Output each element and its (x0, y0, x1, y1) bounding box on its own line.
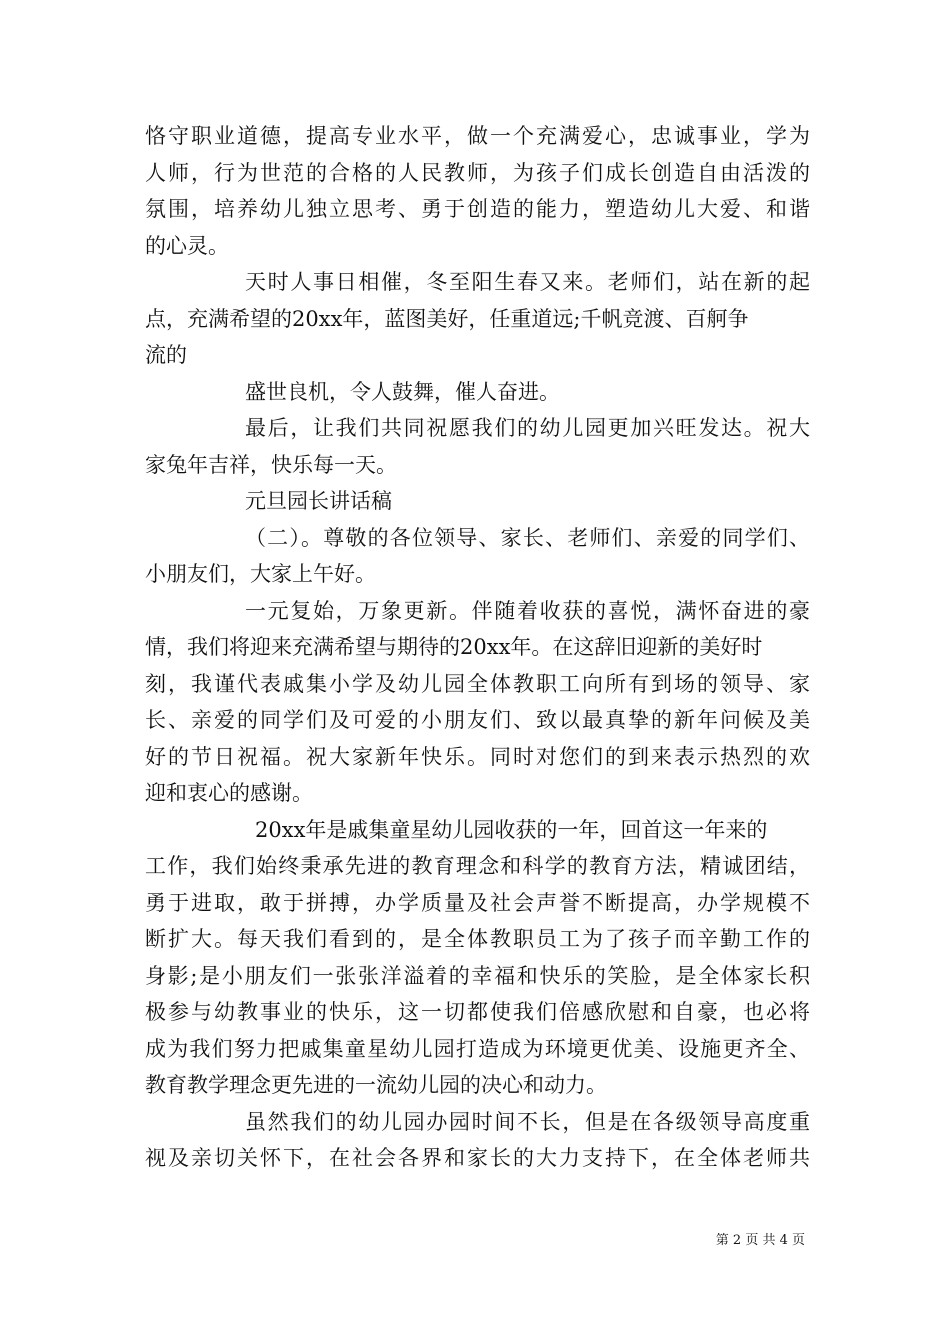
text-line: 最后，让我们共同祝愿我们的幼儿园更加兴旺发达。祝大 (245, 416, 810, 440)
text-line: 点，充满希望的20xx年，蓝图美好，任重道远;千帆竞渡、百舸争 (145, 306, 749, 331)
text-line: 情，我们将迎来充满希望与期待的20xx年。在这辞旧迎新的美好时 (145, 635, 763, 659)
document-body (145, 118, 810, 1177)
text-line: 成为我们努力把戚集童星幼儿园打造成为环境更优美、设施更齐全、 (145, 1036, 810, 1061)
text-line: 工作，我们始终秉承先进的教育理念和科学的教育方法，精诚团结， (145, 854, 810, 878)
text-line: 勇于进取，敢于拼搏，办学质量及社会声誉不断提高，办学规模不 (145, 890, 810, 915)
text-line: 迎和衷心的感谢。 (145, 781, 313, 805)
text-line: 天时人事日相催，冬至阳生春又来。老师们，站在新的起 (245, 270, 810, 294)
text-line: 身影;是小朋友们一张张洋溢着的幸福和快乐的笑脸，是全体家长积 (145, 963, 810, 988)
page-number: 第 2 页 共 4 页 (715, 1233, 805, 1248)
text-line: 断扩大。每天我们看到的，是全体教职员工为了孩子而辛勤工作的 (145, 927, 810, 951)
text-line: 好的节日祝福。祝大家新年快乐。同时对您们的到来表示热烈的欢 (145, 744, 810, 769)
text-line: 一元复始，万象更新。伴随着收获的喜悦，满怀奋进的豪 (245, 598, 810, 623)
text-line: 教育教学理念更先进的一流幼儿园的决心和动力。 (145, 1073, 607, 1097)
text-line: 人师，行为世范的合格的人民教师，为孩子们成长创造自由活泼的 (145, 160, 810, 185)
text-line: 元旦园长讲话稿 (245, 489, 392, 513)
text-line: 虽然我们的幼儿园办园时间不长，但是在各级领导高度重 (245, 1109, 810, 1134)
text-line: 的心灵。 (145, 233, 229, 258)
text-line: 家兔年吉祥，快乐每一天。 (145, 452, 397, 477)
text-line: 极参与幼教事业的快乐，这一切都使我们倍感欣慰和自豪，也必将 (145, 1000, 810, 1024)
text-line: 盛世良机，令人鼓舞，催人奋进。 (245, 379, 560, 404)
text-line: 恪守职业道德，提高专业水平，做一个充满爱心，忠诚事业，学为 (145, 124, 810, 148)
text-line: 视及亲切关怀下，在社会各界和家长的大力支持下，在全体老师共 (145, 1146, 810, 1170)
text-line: 氛围，培养幼儿独立思考、勇于创造的能力，塑造幼儿大爱、和谐 (145, 197, 810, 221)
text-line: 长、亲爱的同学们及可爱的小朋友们、致以最真挚的新年问候及美 (145, 708, 810, 732)
text-line: 流的 (145, 343, 187, 367)
text-line: 小朋友们，大家上午好。 (145, 562, 376, 586)
text-line: 刻，我谨代表戚集小学及幼儿园全体教职工向所有到场的领导、家 (145, 671, 810, 696)
text-line: 20xx年是戚集童星幼儿园收获的一年，回首这一年来的 (255, 817, 768, 842)
text-line: （二）。尊敬的各位领导、家长、老师们、亲爱的同学们、 (245, 525, 810, 550)
